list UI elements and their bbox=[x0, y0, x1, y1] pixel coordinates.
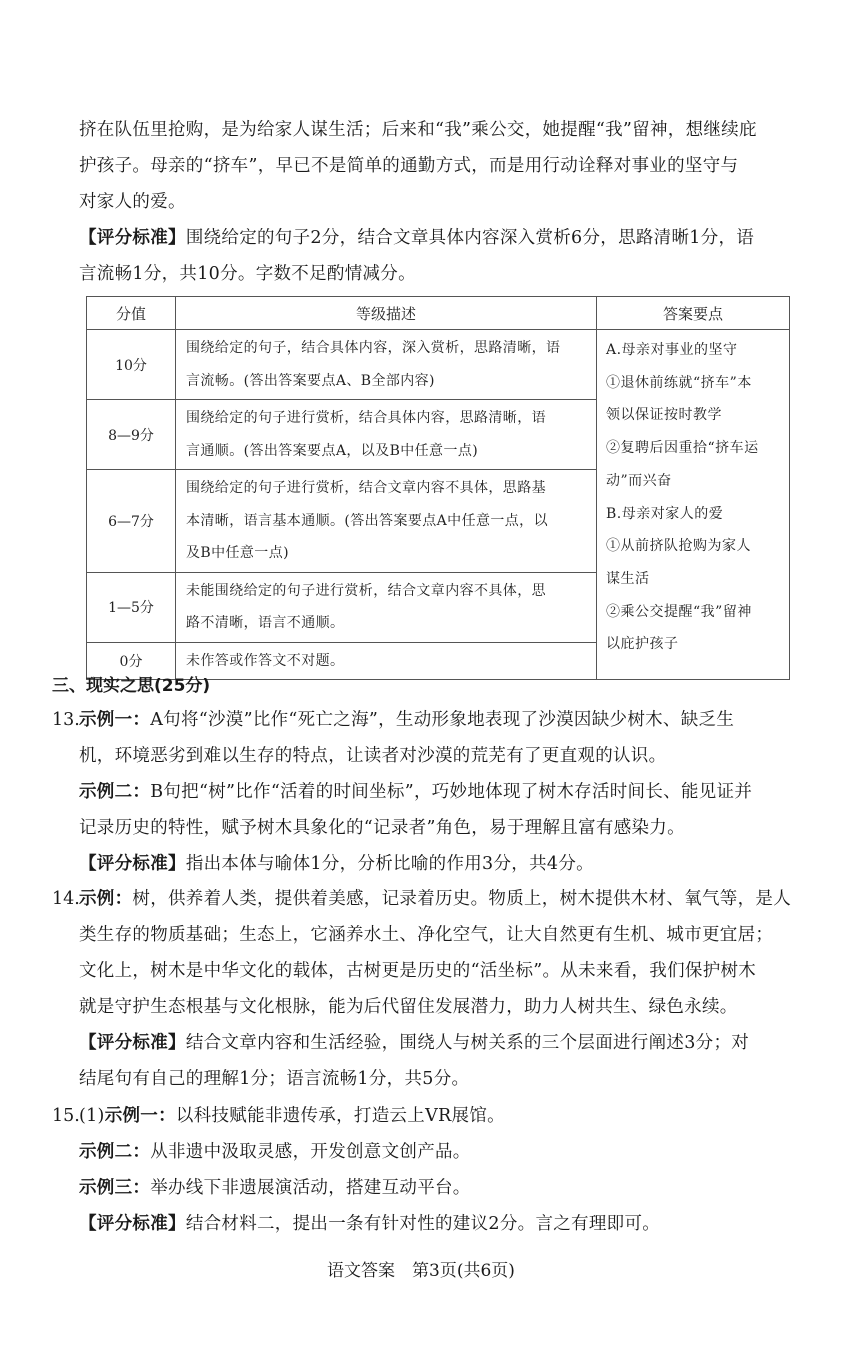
example-label: 示例二： bbox=[79, 782, 151, 802]
scoring-criteria bbox=[79, 220, 795, 292]
description-cell bbox=[176, 330, 597, 400]
answer-text: 文化上，树木是中华文化的载体，古树更是历史的“活坐标”。从未来看，我们保护树木 bbox=[79, 961, 757, 981]
key-point: 领以保证按时教学 bbox=[606, 407, 722, 424]
intro-line: 对家人的爱。 bbox=[79, 192, 186, 212]
answer-text: 记录历史的特性，赋予树木具象化的“记录者”角色，易于理解且富有感染力。 bbox=[79, 818, 685, 838]
score-cell: 8—9分 bbox=[87, 400, 176, 470]
key-point: ②复聘后因重拾“挤车运 bbox=[606, 440, 759, 457]
scoring-label: 【评分标准】 bbox=[79, 228, 186, 248]
sub-question-number: (1) bbox=[79, 1106, 105, 1126]
scoring-text: 结尾句有自己的理解1分；语言流畅1分，共5分。 bbox=[79, 1069, 470, 1089]
answer-text: 树，供养着人类，提供着美感，记录着历史。物质上，树木提供木材、氧气等，是人 bbox=[132, 889, 792, 909]
description-line: 围绕给定的句子进行赏析，结合文章内容不具体，思路基 bbox=[186, 480, 546, 496]
intro-line: 护孩子。母亲的“挤车”，早已不是简单的通勤方式，而是用行动诠释对事业的坚守与 bbox=[79, 156, 739, 176]
scoring-text: 结合材料二，提出一条有针对性的建议2分。言之有理即可。 bbox=[185, 1214, 661, 1234]
description-line: 围绕给定的句子，结合具体内容，深入赏析，思路清晰，语 bbox=[186, 340, 561, 356]
scoring-text: 结合文章内容和生活经验，围绕人与树关系的三个层面进行阐述3分；对 bbox=[185, 1033, 750, 1053]
key-point: 以庇护孩子 bbox=[606, 636, 679, 653]
answer-text: 以科技赋能非遗传承，打造云上VR展馆。 bbox=[175, 1106, 505, 1126]
page-footer: 语文答案 第3页(共6页) bbox=[327, 1261, 515, 1281]
intro-paragraph bbox=[79, 112, 795, 220]
table-header-row bbox=[87, 297, 790, 330]
question-number: 14. bbox=[52, 889, 80, 909]
intro-line: 挤在队伍里抢购，是为给家人谋生活；后来和“我”乘公交，她提醒“我”留神，想继续庇 bbox=[79, 120, 757, 140]
description-line: 言通顺。(答出答案要点A，以及B中任意一点) bbox=[186, 442, 479, 459]
description-cell bbox=[176, 400, 597, 470]
example-label: 示例二： bbox=[79, 1142, 151, 1162]
scoring-text: 言流畅1分，共10分。字数不足酌情减分。 bbox=[79, 264, 416, 284]
description-line: 未作答或作答文不对题。 bbox=[186, 652, 345, 669]
description-line: 路不清晰，语言不通顺。 bbox=[186, 615, 345, 631]
grading-table bbox=[86, 296, 790, 680]
answer-text: 举办线下非遗展演活动，搭建互动平台。 bbox=[150, 1178, 471, 1198]
answer-text: 从非遗中汲取灵感，开发创意文创产品。 bbox=[150, 1142, 471, 1162]
description-line: 及B中任意一点) bbox=[186, 545, 289, 561]
description-cell bbox=[176, 470, 597, 573]
example-label: 示例一： bbox=[104, 1106, 176, 1126]
section-heading: 三、现实之思(25分) bbox=[52, 676, 211, 696]
description-cell bbox=[176, 572, 597, 642]
key-point: A.母亲对事业的坚守 bbox=[606, 342, 738, 358]
header-key-points: 答案要点 bbox=[597, 297, 790, 330]
key-point: 动”而兴奋 bbox=[606, 472, 672, 489]
scoring-text: 围绕给定的句子2分，结合文章具体内容深入赏析6分，思路清晰1分，语 bbox=[185, 228, 755, 248]
answer-text: B句把“树”比作“活着的时间坐标”，巧妙地体现了树木存活时间长、能见证并 bbox=[150, 782, 753, 802]
example-label: 示例： bbox=[79, 889, 133, 909]
score-cell: 10分 bbox=[87, 330, 176, 400]
score-cell: 0分 bbox=[87, 642, 176, 680]
description-cell bbox=[176, 642, 597, 680]
question-number: 13. bbox=[52, 710, 80, 730]
description-line: 围绕给定的句子进行赏析，结合具体内容，思路清晰，语 bbox=[186, 410, 546, 426]
example-label: 示例三： bbox=[79, 1178, 151, 1198]
key-points-cell bbox=[597, 330, 790, 680]
answer-text: 就是守护生态根基与文化根脉，能为后代留住发展潜力，助力人树共生、绿色永续。 bbox=[79, 997, 738, 1017]
description-line: 未能围绕给定的句子进行赏析，结合文章内容不具体，思 bbox=[186, 582, 546, 599]
header-score: 分值 bbox=[87, 297, 176, 330]
answer-text: A句将“沙漠”比作“死亡之海”，生动形象地表现了沙漠因缺少树木、缺乏生 bbox=[150, 710, 735, 730]
scoring-label: 【评分标准】 bbox=[79, 1033, 186, 1053]
question-15 bbox=[79, 1098, 795, 1242]
question-13 bbox=[79, 702, 795, 882]
description-line: 言流畅。(答出答案要点A、B全部内容) bbox=[186, 372, 435, 389]
question-14 bbox=[79, 881, 795, 1097]
question-number: 15. bbox=[52, 1106, 80, 1126]
example-label: 示例一： bbox=[79, 710, 151, 730]
score-cell: 6—7分 bbox=[87, 470, 176, 573]
score-cell: 1—5分 bbox=[87, 572, 176, 642]
key-point: 谋生活 bbox=[606, 570, 650, 587]
key-point: ①从前挤队抢购为家人 bbox=[606, 538, 751, 555]
scoring-text: 指出本体与喻体1分，分析比喻的作用3分，共4分。 bbox=[185, 854, 594, 874]
scoring-label: 【评分标准】 bbox=[79, 854, 186, 874]
header-description: 等级描述 bbox=[176, 297, 597, 330]
key-point: ①退休前练就“挤车”本 bbox=[606, 374, 752, 391]
table-row bbox=[87, 330, 790, 400]
answer-text: 机，环境恶劣到难以生存的特点，让读者对沙漠的荒芜有了更直观的认识。 bbox=[79, 746, 667, 766]
scoring-label: 【评分标准】 bbox=[79, 1214, 186, 1234]
key-point: ②乘公交提醒“我”留神 bbox=[606, 603, 752, 620]
answer-text: 类生存的物质基础；生态上，它涵养水土、净化空气，让大自然更有生机、城市更宜居； bbox=[79, 925, 774, 945]
key-point: B.母亲对家人的爱 bbox=[606, 505, 724, 522]
description-line: 本清晰，语言基本通顺。(答出答案要点A中任意一点，以 bbox=[186, 512, 548, 529]
